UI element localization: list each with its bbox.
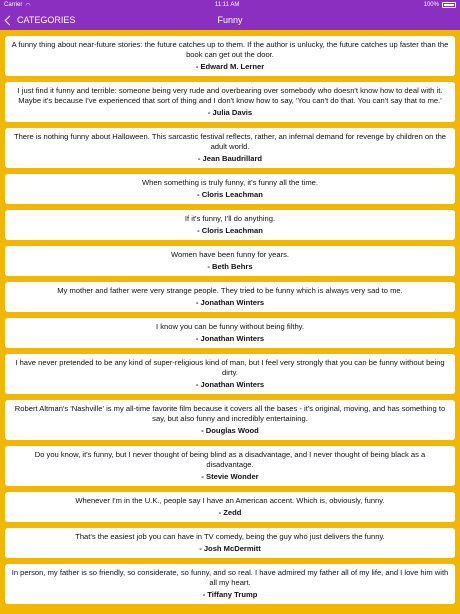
quote-card[interactable] [5, 446, 455, 486]
quote-text: I have never pretended to be any kind of super-religious kind of man, but I feel very strongly that you can be funny without being dirty. [15, 358, 445, 377]
quote-author: - Jonathan Winters [195, 380, 265, 389]
quote-author: - Beth Behrs [207, 262, 253, 271]
quote-text: A funny thing about near-future stories: the future catches up to them. If the author is unlucky, the future catches up faster than the book can get out the door. [11, 40, 449, 59]
quote-card[interactable] [5, 246, 455, 276]
quote-card[interactable] [5, 128, 455, 168]
quote-author: - Zedd [218, 508, 242, 517]
quote-text: Do you know, it's funny, but I never thought of being blind as a disadvantage, and I never thought of being black as a disadvantage. [34, 450, 426, 469]
quote-text: There is nothing funny about Halloween. This sarcastic festival reflects, rather, an infernal demand for revenge by children on the adult world. [13, 132, 447, 151]
carrier-label: Carrier [4, 2, 23, 8]
quote-author: - Tiffany Trump [202, 590, 258, 599]
quote-author: - Josh McDermitt [199, 544, 261, 553]
quote-text: That's the easiest job you can have in TV comedy, being the guy who just delivers the funny. [75, 532, 385, 541]
quote-text: In person, my father is so friendly, so considerate, so funny, and so real. I have admired my father all of my life, and I love him with all my heart. [11, 568, 449, 587]
quote-list[interactable] [0, 30, 460, 604]
status-bar [0, 0, 460, 10]
quote-author: - Julia Davis [207, 108, 253, 117]
quote-card[interactable] [5, 400, 455, 440]
quote-card[interactable] [5, 282, 455, 312]
status-right [424, 2, 456, 8]
quote-author: - Cloris Leachman [197, 226, 263, 235]
quote-text: I just find it funny and terrible: someone being very rude and overbearing over somebody who doesn't know how to deal with it. Maybe it's because I've experienced that sort of thing and I don't know how to say, 'You can't do that. You can't say that to me.' [17, 86, 443, 105]
quote-author: - Jonathan Winters [195, 298, 265, 307]
quote-card[interactable] [5, 528, 455, 558]
quote-author: - Jean Baudrillard [197, 154, 263, 163]
quote-card[interactable] [5, 210, 455, 240]
quote-author: - Jonathan Winters [195, 334, 265, 343]
quote-text: Robert Altman's 'Nashville' is my all-time favorite film because it covers all the bases - it's original, moving, and has something to say, but also funny and incredibly entertaining. [14, 404, 446, 423]
quote-card[interactable] [5, 82, 455, 122]
quote-author: - Douglas Wood [201, 426, 259, 435]
quote-card[interactable] [5, 492, 455, 522]
back-button[interactable] [4, 10, 75, 30]
quote-card[interactable] [5, 318, 455, 348]
quote-author: - Edward M. Lerner [195, 62, 265, 71]
battery-percent: 100% [423, 2, 439, 8]
quote-card[interactable] [5, 36, 455, 76]
quote-card[interactable] [5, 564, 455, 604]
quote-text: Women have been funny for years. [170, 250, 290, 259]
clock: 11:11 AM [214, 2, 240, 8]
quote-author: - Cloris Leachman [197, 190, 263, 199]
quote-text: If it's funny, I'll do anything. [184, 214, 276, 223]
wifi-icon: ◠ [25, 2, 31, 9]
quote-text: My mother and father were very strange people. They tried to be funny which is always very sad to me. [57, 286, 403, 295]
page-title: Funny [217, 15, 243, 25]
quote-author: - Stevie Wonder [201, 472, 259, 481]
nav-bar [0, 10, 460, 30]
chevron-left-icon [5, 15, 15, 25]
status-left [4, 2, 31, 9]
quote-card[interactable] [5, 354, 455, 394]
battery-icon [442, 2, 456, 8]
quote-text: When something is truly funny, it's funny all the time. [141, 178, 319, 187]
quote-card[interactable] [5, 174, 455, 204]
quote-text: Whenever I'm in the U.K., people say I have an American accent. Which is, obviously, funny. [75, 496, 385, 505]
back-label: CATEGORIES [17, 15, 76, 25]
quote-text: I know you can be funny without being filthy. [155, 322, 305, 331]
